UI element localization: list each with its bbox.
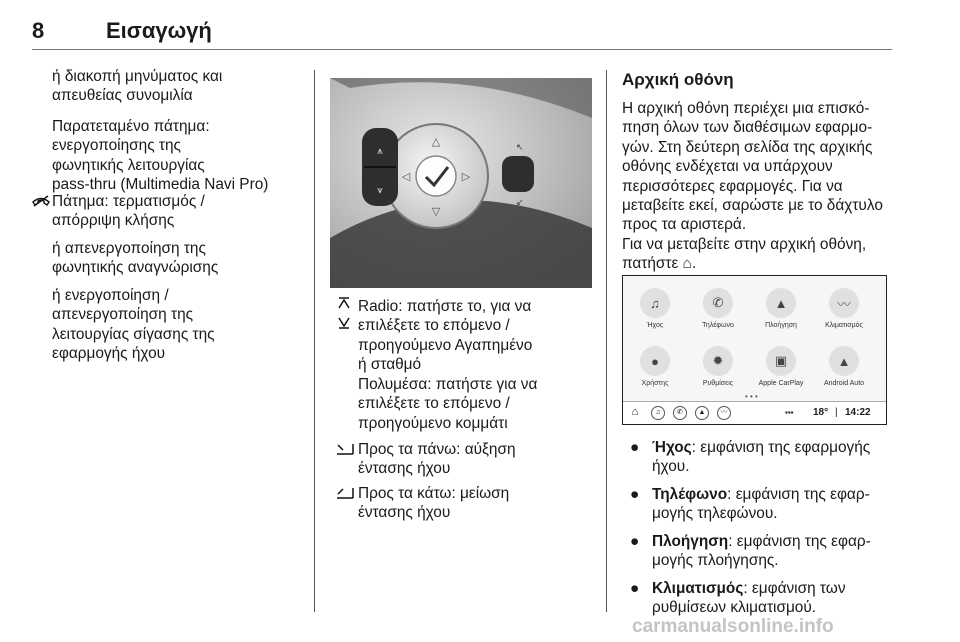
bullet-dot: ● [630,533,640,550]
col2-volume-down-text: Προς τα κάτω: μείωση έντασης ήχου [358,485,510,522]
col2-volume-up-text: Προς τα πάνω: αύξηση έντασης ήχου [358,441,516,478]
bullet-dot: ● [630,580,640,597]
music-note-icon: ♫ [651,406,665,420]
status-bar [623,401,886,424]
climate-icon: 〰 [717,406,731,420]
svg-text:▷: ▷ [461,171,471,183]
bullet-phone: Τηλέφωνο: εμφάνιση της εφαρ- μογής τηλεφώνου. [652,486,870,523]
navigation-arrow-icon: ▲ [695,406,709,420]
app-user: ● Χρήστης [629,346,681,387]
carplay-icon: ▣ [766,346,796,376]
page-header [32,18,892,50]
home-screen-heading: Αρχική οθόνη [622,70,734,89]
svg-text:▽: ▽ [431,206,441,218]
app-navigation: ▲ Πλοήγηση [755,288,807,329]
section-title: Εισαγωγή [106,18,212,43]
climate-icon: 〰 [829,288,859,318]
home-icon: ⌂ [682,255,692,273]
separator: | [835,407,838,418]
col1-para-4: ή απενεργοποίηση της φωνητικής αναγνώρισης [52,240,219,277]
android-auto-icon: ▲ [829,346,859,376]
app-settings: ✹ Ρυθμίσεις [692,346,744,387]
navigation-arrow-icon: ▲ [766,288,796,318]
volume-down-icon [336,486,354,504]
col1-para-1: ή διακοπή μηνύματος και απευθείας συνομιλία [52,68,223,105]
svg-text:⩛: ⩛ [377,185,383,196]
gear-icon: ✹ [703,346,733,376]
volume-up-icon [336,442,354,460]
page-number: 8 [32,18,45,43]
music-note-icon: ♫ [640,288,670,318]
home-icon: ⌂ [631,406,639,418]
clock: 14:22 [845,407,871,418]
col1-para-3: Πάτημα: τερματισμός / απόρριψη κλήσης [52,193,205,230]
bullet-dot: ● [630,486,640,503]
svg-text:◁: ◁ [401,171,411,183]
col2-media-text: Πολυμέσα: πατήστε για να επιλέξετε το επόμενο / προηγούμενο κομμάτι [358,376,538,432]
watermark: carmanualsonline.info [632,616,834,637]
svg-text:↖: ↖ [516,142,524,152]
app-android-auto: ▲ Android Auto [818,346,870,387]
col3-para-1: Η αρχική οθόνη περιέχει μια επισκό- πηση όλων των διαθέσιμων εφαρμο- γών. Στη δεύτερη σελίδα της αρχικής οθόνης ενδέχεται να υπάρχουν περισσότερες εφαρμογές. Για να μεταβείτε εκεί, σαρώστε με το δάχτυλο προς τα αριστερά. [622,100,883,234]
phone-icon: ✆ [703,288,733,318]
phone-icon: ✆ [673,406,687,420]
signal-icon: ▪▪▪ [785,408,794,417]
header-rule [32,49,892,50]
svg-text:△: △ [431,136,441,148]
col1-para-5: ή ενεργοποίηση / απενεργοποίηση της λειτουργίας σίγασης της εφαρμογής ήχου [52,287,215,363]
col3-para-2: Για να μεταβείτε στην αρχική οθόνη, πατήστε ⌂. [622,236,867,273]
svg-text:⩚: ⩚ [377,146,383,157]
col1-para-2: Παρατεταμένο πάτημα: ενεργοποίησης της φωνητικής λειτουργίας pass-thru (Multimedia Navi Pro) [52,118,269,194]
seek-down-icon [337,316,351,335]
app-audio: ♫ Ήχος [629,288,681,329]
bullet-navigation: Πλοήγηση: εμφάνιση της εφαρ- μογής πλοήγησης. [652,533,871,570]
app-climate: 〰 Κλιματισμός [818,288,870,329]
bullet-climate: Κλιματισμός: εμφάνιση των ρυθμίσεων κλιματισμού. [652,580,846,617]
hang-up-icon [32,194,50,212]
column-divider-left [314,70,315,612]
temperature: 18° [813,407,829,418]
col2-radio-text: Radio: πατήστε το, για να επιλέξετε το επόμενο / προηγούμενο Αγαπημένο ή σταθμό [358,298,533,374]
steering-wheel-controls-photo [330,78,592,288]
app-phone: ✆ Τηλέφωνο [692,288,744,329]
app-carplay: ▣ Apple CarPlay [755,346,807,387]
page-dots: • • • [745,392,758,401]
bullet-audio: Ήχος: εμφάνιση της εφαρμογής ήχου. [652,439,871,476]
user-icon: ● [640,346,670,376]
svg-text:↙: ↙ [516,197,524,207]
column-divider-right [606,70,607,612]
seek-up-icon [337,296,351,315]
bullet-dot: ● [630,439,640,456]
home-screen-illustration [622,275,887,425]
